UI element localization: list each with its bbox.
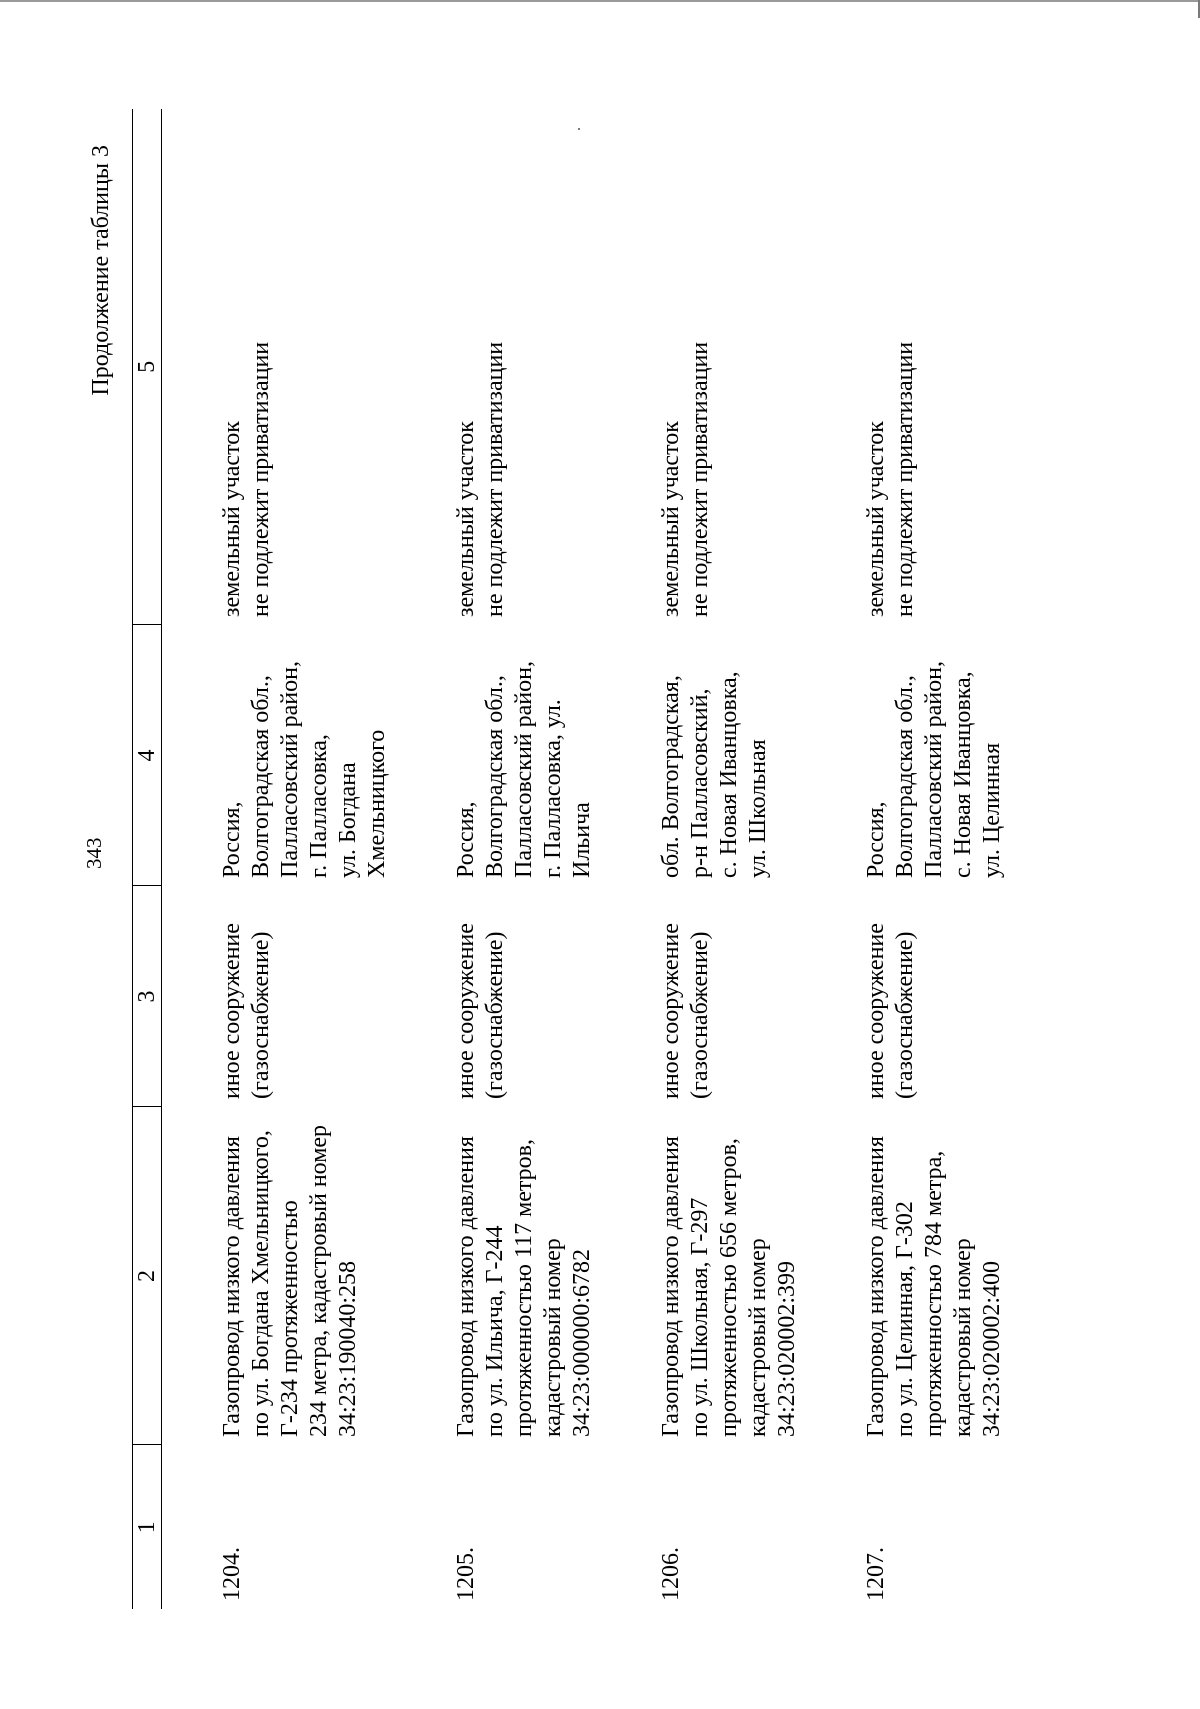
row-number: 1204.: [219, 1547, 245, 1601]
page-number: 343: [82, 837, 106, 869]
object-address: Россия, Волгоградская обл., Палласовский район, с. Новая Иванцовка, ул. Целинная: [863, 661, 1005, 878]
object-name: Газопровод низкого давления по ул. Богдана Хмельницкого, Г-234 протяженностью 234 метра, кадастровый номер 34:23:190040:258: [219, 1124, 361, 1437]
object-note: земельный участок не подлежит приватизации: [453, 341, 508, 617]
column-header-1: 1: [133, 1445, 162, 1609]
object-name: Газопровод низкого давления по ул. Целинная, Г-302 протяженностью 784 метра, кадастровый номер 34:23:020002:400: [863, 1136, 1005, 1437]
object-type: иное сооружение (газоснабжение): [863, 923, 918, 1099]
column-number-row: [133, 109, 162, 1609]
object-note: земельный участок не подлежит приватизации: [219, 341, 274, 617]
column-header-5: 5: [133, 109, 162, 625]
column-header-4: 4: [133, 625, 162, 886]
object-note: земельный участок не подлежит приватизации: [863, 341, 918, 617]
object-type: иное сооружение (газоснабжение): [453, 923, 508, 1099]
registry-table: [132, 109, 1007, 1609]
column-header-3: 3: [133, 886, 162, 1107]
table-row: [597, 109, 802, 1609]
row-number: 1206.: [658, 1547, 684, 1601]
table-row: [392, 109, 597, 1609]
object-type: иное сооружение (газоснабжение): [219, 923, 274, 1099]
object-address: Россия, Волгоградская обл., Палласовский район, г. Палласовка, ул. Ильича: [453, 661, 595, 878]
object-name: Газопровод низкого давления по ул. Школьная, Г-297 протяженностью 656 метров, кадастровый номер 34:23:020002:399: [658, 1136, 800, 1437]
object-type: иное сооружение (газоснабжение): [658, 923, 713, 1099]
object-note: земельный участок не подлежит приватизации: [658, 341, 713, 617]
row-number: 1207.: [863, 1547, 889, 1601]
table-row: [802, 109, 1007, 1609]
table-row: [162, 109, 393, 1609]
object-name: Газопровод низкого давления по ул. Ильича, Г-244 протяженностью 117 метров, кадастровый номер 34:23:000000:6782: [453, 1136, 595, 1437]
row-number: 1205.: [453, 1547, 479, 1601]
object-address: Россия, Волгоградская обл., Палласовский район, г. Палласовка, ул. Богдана Хмельницкого: [219, 661, 390, 878]
object-address: обл. Волгоградская, р-н Палласовский, с. Новая Иванцовка, ул. Школьная: [658, 671, 771, 878]
column-header-2: 2: [133, 1107, 162, 1445]
table-caption: Продолжение таблицы 3: [88, 145, 114, 396]
